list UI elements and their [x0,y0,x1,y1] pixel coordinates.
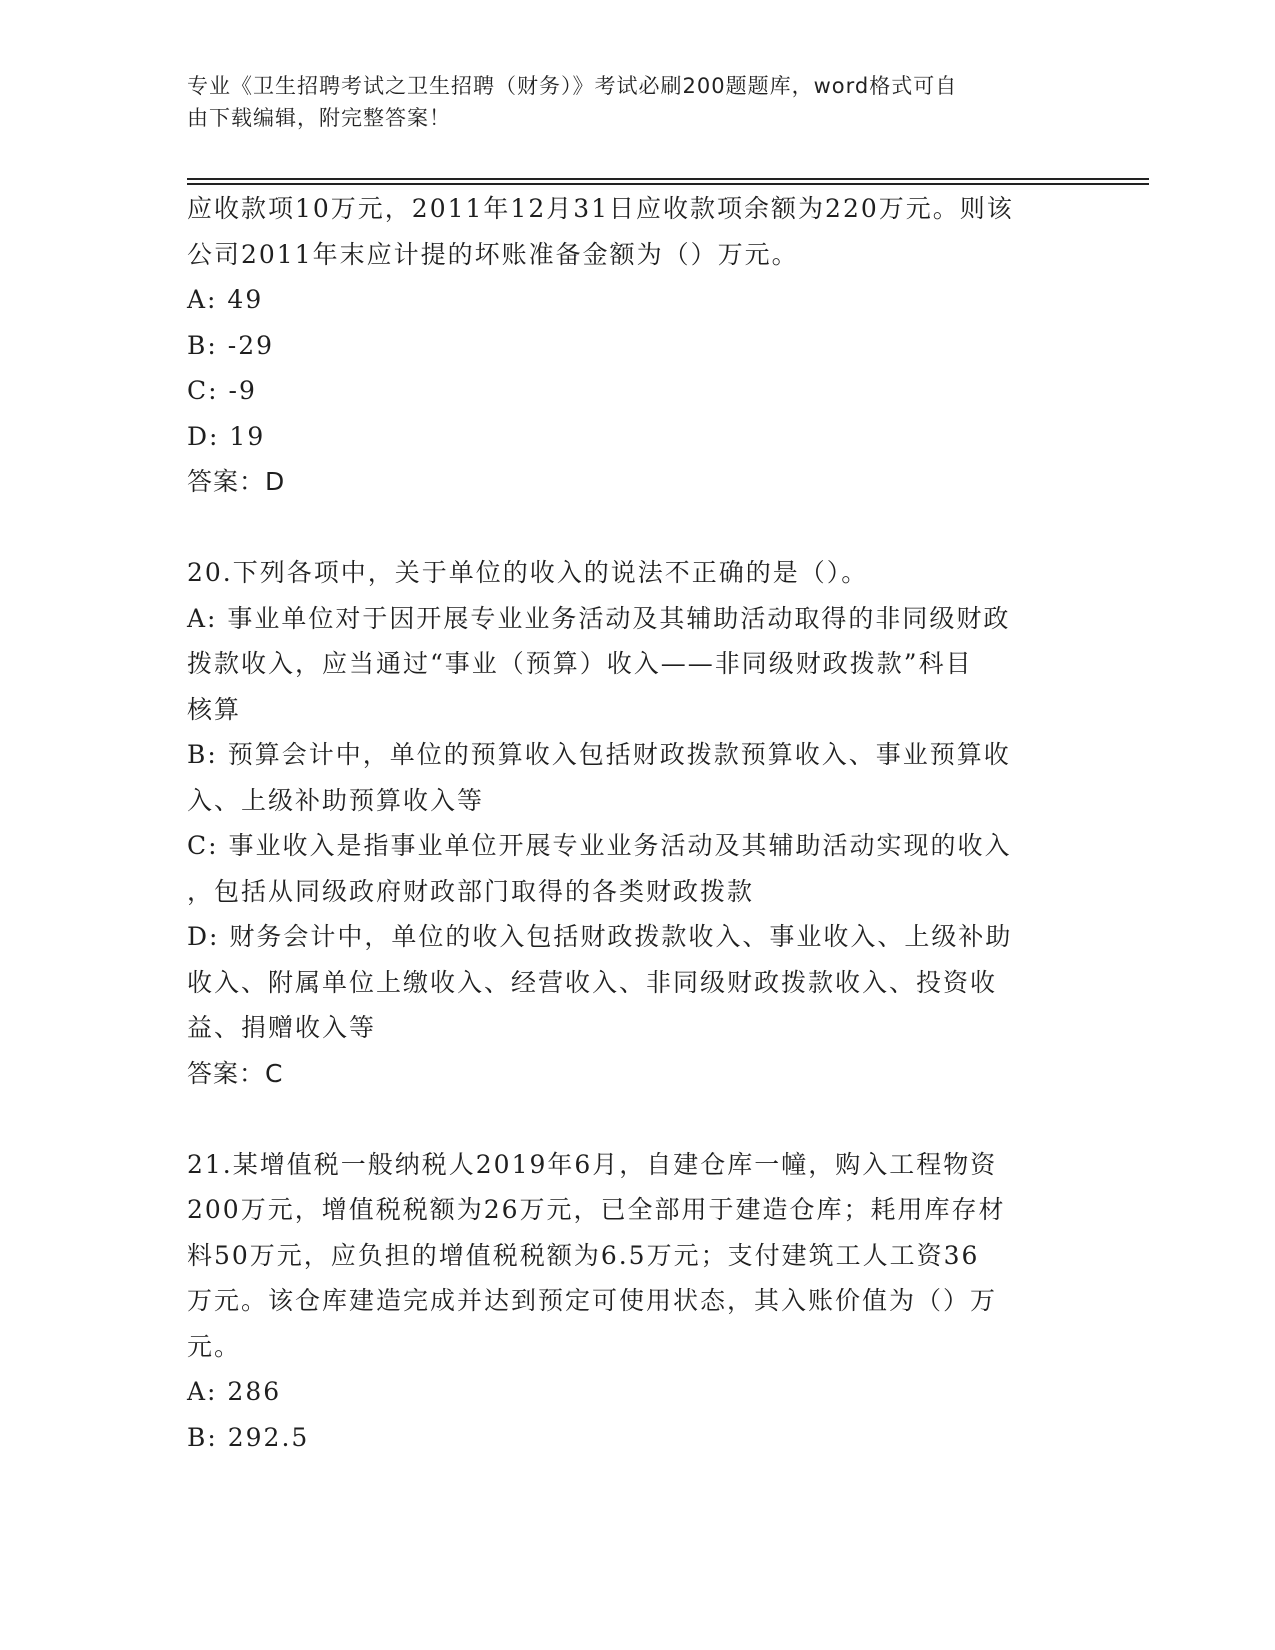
option-b-line: 入、上级补助预算收入等 [187,785,485,815]
option-a-line: 拨款收入，应当通过“事业（预算）收入——非同级财政拨款”科目 [187,649,973,678]
option-d-line: 收入、附属单位上缴收入、经营收入、非同级财政拨款收入、投资收 [187,967,998,997]
question-stem-line: 应收款项10万元，2011年12月31日应收款项余额为220万元。则该 [187,194,1014,223]
header-rule-top [187,178,1149,180]
question-stem-line: 料50万元，应负担的增值税税额为6.5万元；支付建筑工人工资36 [187,1240,980,1270]
question-stem-line: 元。 [187,1331,242,1361]
option-b: B: 292.5 [187,1422,310,1452]
option-c-line: C: 事业收入是指事业单位开展专业业务活动及其辅助活动实现的收入 [187,831,1012,860]
question-stem-line: 21.某增值税一般纳税人2019年6月，自建仓库一幢，购入工程物资 [187,1149,998,1179]
option-d: D: 19 [187,421,266,451]
question-stem: 20.下列各项中，关于单位的收入的说法不正确的是（）。 [187,558,869,587]
option-d-line: 益、捐赠收入等 [187,1013,377,1042]
question-stem-line: 200万元，增值税税额为26万元，已全部用于建造仓库；耗用库存材 [187,1195,1006,1224]
answer-line: 答案：C [187,1058,284,1088]
page-header [187,70,1067,134]
question-20 [187,550,1087,1096]
option-b-line: B: 预算会计中，单位的预算收入包括财政拨款预算收入、事业预算收 [187,740,1011,769]
option-a: A: 49 [187,285,264,314]
spacer [187,1096,1087,1142]
option-c: C: -9 [187,376,257,405]
spacer [187,505,1087,551]
option-b: B: -29 [187,330,274,360]
document-body [187,186,1087,1460]
header-line-1: 专业《卫生招聘考试之卫生招聘（财务）》考试必刷200题题库，word格式可自 [187,74,958,98]
option-a: A: 286 [187,1377,282,1406]
option-a-line: 核算 [187,694,242,724]
question-stem-line: 万元。该仓库建造完成并达到预定可使用状态，其入账价值为（）万 [187,1286,998,1315]
header-rule-bottom [187,183,1149,185]
option-d-line: D: 财务会计中，单位的收入包括财政拨款收入、事业收入、上级补助 [187,922,1013,951]
question-stem-line: 公司2011年末应计提的坏账准备金额为（）万元。 [187,239,799,269]
option-c-line: ，包括从同级政府财政部门取得的各类财政拨款 [187,876,755,906]
question-19 [187,186,1087,505]
option-a-line: A: 事业单位对于因开展专业业务活动及其辅助活动取得的非同级财政 [187,603,1011,633]
answer-line: 答案：D [187,467,286,496]
header-line-2: 由下载编辑，附完整答案！ [187,106,451,130]
question-21 [187,1142,1087,1461]
